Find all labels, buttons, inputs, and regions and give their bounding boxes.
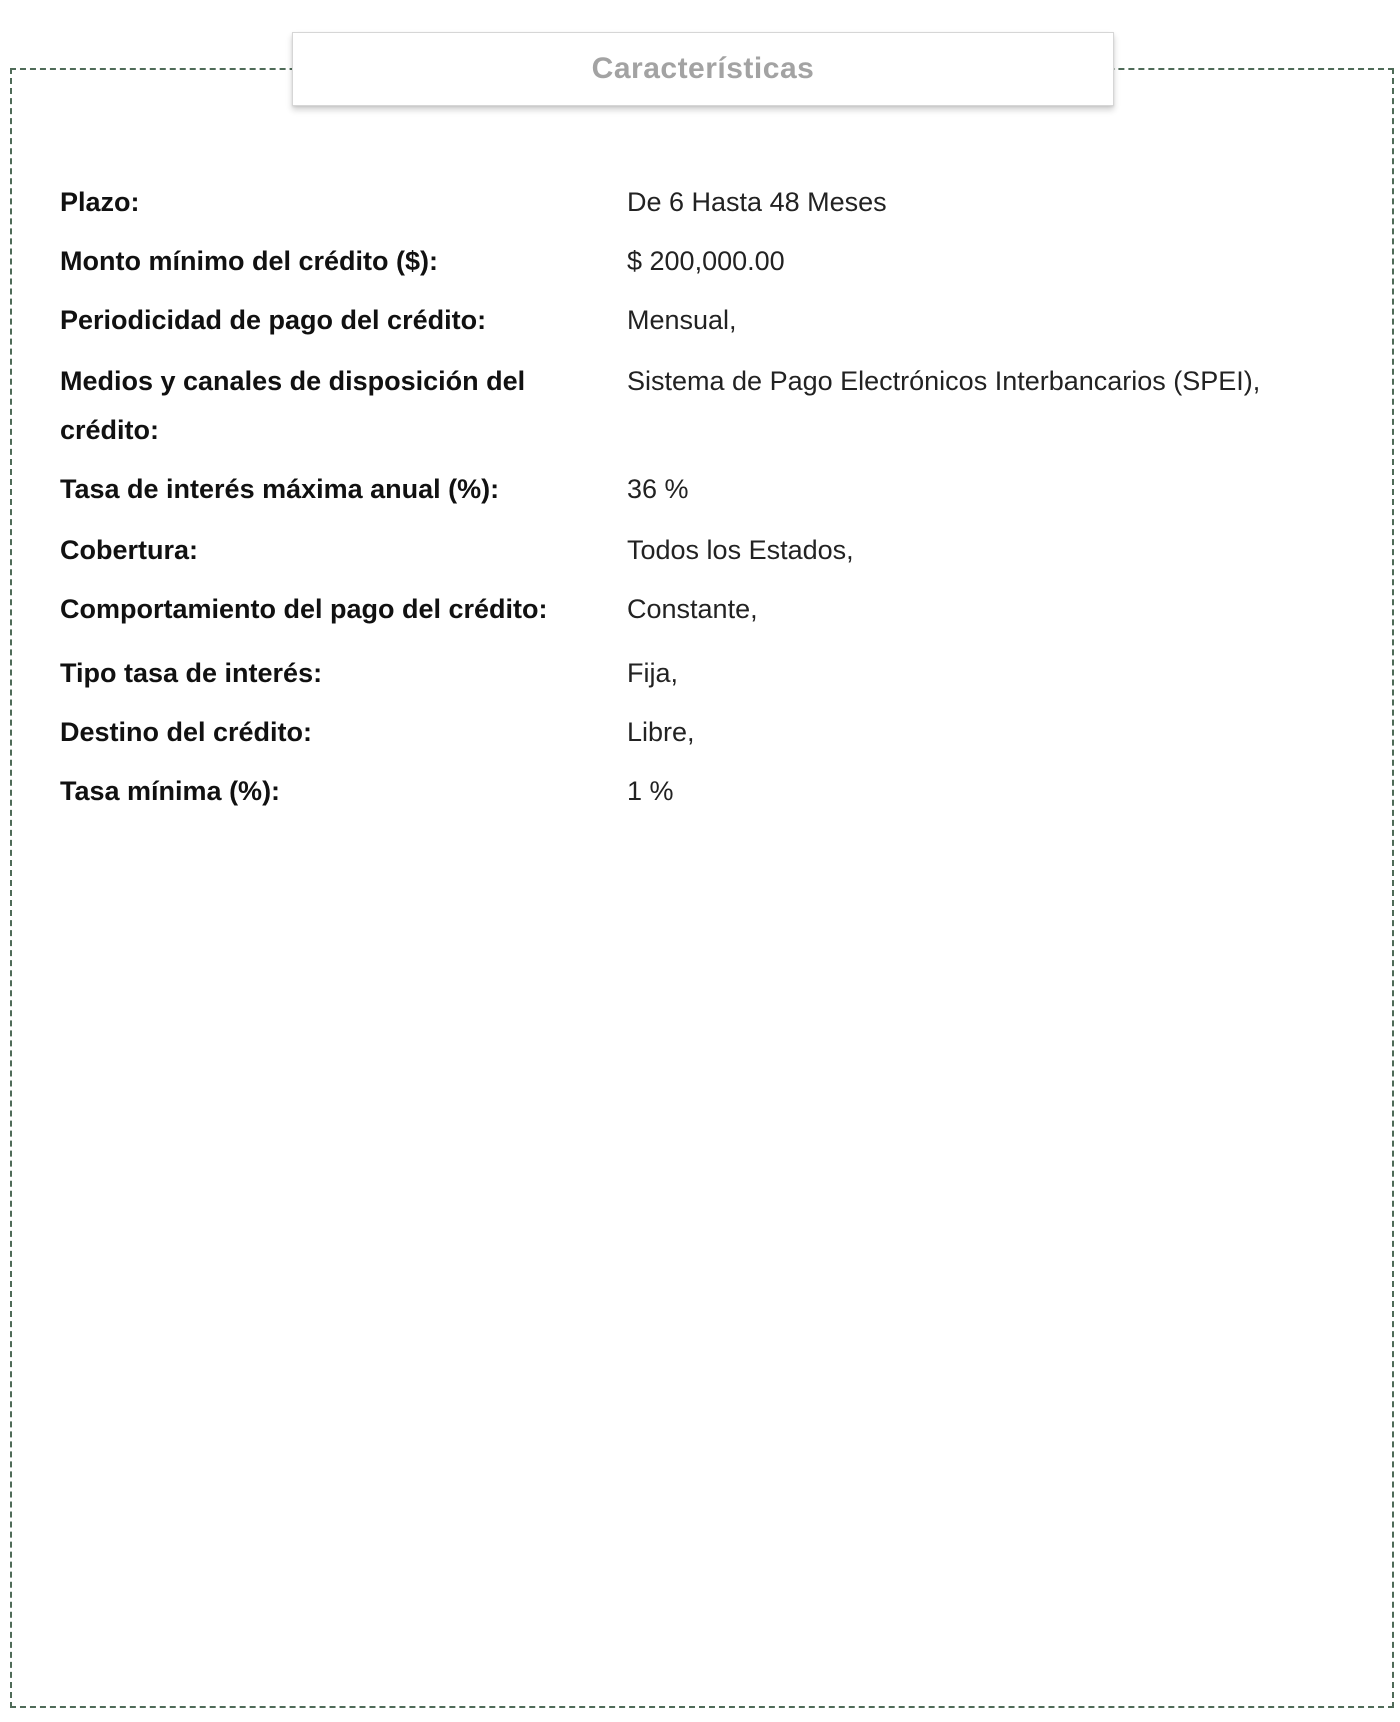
characteristic-value: Libre,: [627, 717, 695, 747]
characteristic-value: 36 %: [627, 474, 689, 504]
characteristic-label: Tasa de interés máxima anual (%):: [60, 474, 500, 504]
characteristic-label: Tasa mínima (%):: [60, 776, 281, 806]
characteristic-value: Todos los Estados,: [627, 535, 854, 565]
characteristic-value: 1 %: [627, 776, 674, 806]
characteristic-value: Mensual,: [627, 305, 737, 335]
characteristic-value: De 6 Hasta 48 Meses: [627, 187, 887, 217]
characteristic-label: Periodicidad de pago del crédito:: [60, 305, 487, 335]
characteristic-value: $ 200,000.00: [627, 246, 785, 276]
characteristic-value: Constante,: [627, 594, 758, 624]
characteristic-label: Destino del crédito:: [60, 717, 313, 747]
panel-title: Características: [591, 52, 815, 85]
characteristic-label: Plazo:: [60, 187, 140, 217]
characteristic-label: Cobertura:: [60, 535, 199, 565]
characteristic-label: Tipo tasa de interés:: [60, 658, 323, 688]
characteristic-label: Monto mínimo del crédito ($):: [60, 246, 438, 276]
panel-header-tab: [292, 32, 1114, 106]
characteristic-label: Comportamiento del pago del crédito:: [60, 594, 548, 624]
characteristic-value: Sistema de Pago Electrónicos Interbancarios (SPEI),: [627, 366, 1261, 396]
characteristic-label: Medios y canales de disposición del crédito:: [60, 366, 526, 445]
characteristic-value: Fija,: [627, 658, 679, 688]
